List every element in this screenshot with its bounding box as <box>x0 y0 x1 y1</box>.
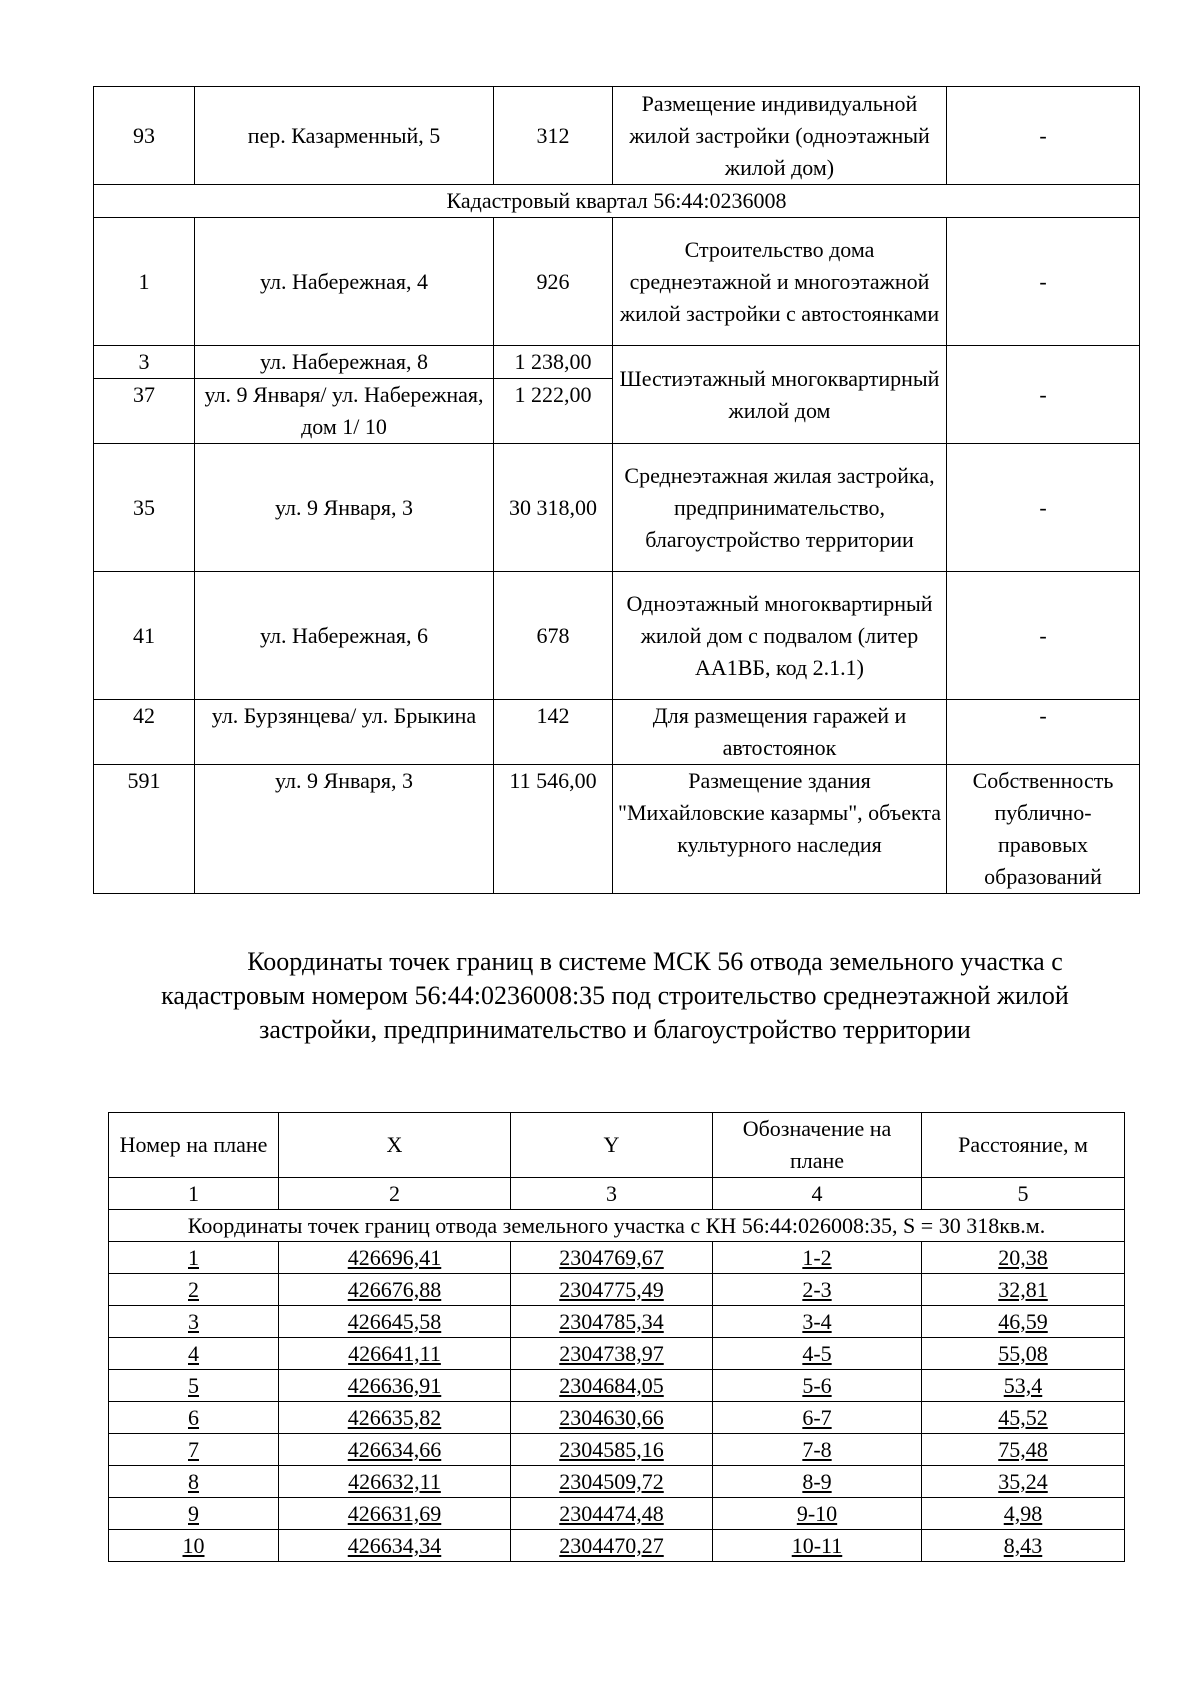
heading-line: Координаты точек границ в системе МСК 56 отвода земельного участка с <box>247 947 1063 976</box>
plot-use: Размещение индивидуальной жилой застройки (одноэтажный жилой дом) <box>613 87 947 185</box>
plot-use: Шестиэтажный многоквартирный жилой дом <box>613 346 947 444</box>
segment-label: 5-6 <box>713 1370 922 1402</box>
table-row <box>109 1338 1125 1370</box>
coordinate-y: 2304509,72 <box>511 1466 713 1498</box>
coordinate-y: 2304630,66 <box>511 1402 713 1434</box>
column-number-row <box>109 1178 1125 1210</box>
caption-row <box>109 1210 1125 1242</box>
coordinate-x: 426641,11 <box>279 1338 511 1370</box>
segment-label: 1-2 <box>713 1242 922 1274</box>
plot-rights: - <box>947 572 1140 700</box>
plot-area: 1 222,00 <box>494 379 613 444</box>
plot-address: ул. Набережная, 4 <box>195 218 494 346</box>
coordinate-y: 2304470,27 <box>511 1530 713 1562</box>
point-number: 10 <box>109 1530 279 1562</box>
plot-number: 41 <box>94 572 195 700</box>
plot-number: 37 <box>94 379 195 444</box>
segment-label: 2-3 <box>713 1274 922 1306</box>
point-number: 1 <box>109 1242 279 1274</box>
plot-address: ул. Набережная, 8 <box>195 346 494 379</box>
table-row <box>109 1466 1125 1498</box>
column-number: 5 <box>922 1178 1125 1210</box>
segment-distance: 55,08 <box>922 1338 1125 1370</box>
segment-distance: 46,59 <box>922 1306 1125 1338</box>
plot-rights: - <box>947 87 1140 185</box>
plot-number: 591 <box>94 765 195 894</box>
plot-rights: - <box>947 700 1140 765</box>
plot-use: Строительство дома среднеэтажной и многоэтажной жилой застройки с автостоянками <box>613 218 947 346</box>
plot-use: Среднеэтажная жилая застройка, предпринимательство, благоустройство территории <box>613 444 947 572</box>
column-number: 3 <box>511 1178 713 1210</box>
plot-address: пер. Казарменный, 5 <box>195 87 494 185</box>
heading-line: кадастровым номером 56:44:0236008:35 под строительство среднеэтажной жилой <box>161 981 1069 1010</box>
plot-rights: - <box>947 346 1140 444</box>
coordinate-x: 426635,82 <box>279 1402 511 1434</box>
table-row <box>109 1242 1125 1274</box>
point-number: 2 <box>109 1274 279 1306</box>
plot-area: 1 238,00 <box>494 346 613 379</box>
table-row <box>109 1402 1125 1434</box>
plot-address: ул. 9 Января, 3 <box>195 444 494 572</box>
plot-number: 93 <box>94 87 195 185</box>
plot-address: ул. 9 Января, 3 <box>195 765 494 894</box>
coordinate-x: 426636,91 <box>279 1370 511 1402</box>
coordinate-y: 2304785,34 <box>511 1306 713 1338</box>
segment-label: 3-4 <box>713 1306 922 1338</box>
coordinate-x: 426631,69 <box>279 1498 511 1530</box>
plot-number: 1 <box>94 218 195 346</box>
column-header: Обозначение на плане <box>713 1113 922 1178</box>
segment-distance: 53,4 <box>922 1370 1125 1402</box>
segment-distance: 20,38 <box>922 1242 1125 1274</box>
plot-area: 142 <box>494 700 613 765</box>
table-row <box>109 1274 1125 1306</box>
plot-area: 11 546,00 <box>494 765 613 894</box>
table-row <box>109 1530 1125 1562</box>
column-number: 2 <box>279 1178 511 1210</box>
segment-distance: 4,98 <box>922 1498 1125 1530</box>
plot-rights: - <box>947 218 1140 346</box>
coordinate-y: 2304775,49 <box>511 1274 713 1306</box>
coordinate-x: 426696,41 <box>279 1242 511 1274</box>
coordinate-x: 426632,11 <box>279 1466 511 1498</box>
section-row <box>94 185 1140 218</box>
coordinate-x: 426634,66 <box>279 1434 511 1466</box>
segment-distance: 8,43 <box>922 1530 1125 1562</box>
cadastral-quarter-heading: Кадастровый квартал 56:44:0236008 <box>94 185 1140 218</box>
plot-number: 35 <box>94 444 195 572</box>
plot-address: ул. Бурзянцева/ ул. Брыкина <box>195 700 494 765</box>
table-row <box>94 700 1140 765</box>
point-number: 5 <box>109 1370 279 1402</box>
table-row <box>94 218 1140 346</box>
table-row <box>94 87 1140 185</box>
table-row <box>109 1370 1125 1402</box>
table-row <box>94 346 1140 379</box>
plot-rights: - <box>947 444 1140 572</box>
plot-use: Размещение здания "Михайловские казармы", объекта культурного наследия <box>613 765 947 894</box>
point-number: 3 <box>109 1306 279 1338</box>
header-row <box>109 1113 1125 1178</box>
point-number: 4 <box>109 1338 279 1370</box>
plot-use: Для размещения гаражей и автостоянок <box>613 700 947 765</box>
column-header: X <box>279 1113 511 1178</box>
column-number: 1 <box>109 1178 279 1210</box>
table-row <box>109 1498 1125 1530</box>
point-number: 6 <box>109 1402 279 1434</box>
point-number: 7 <box>109 1434 279 1466</box>
plot-area: 30 318,00 <box>494 444 613 572</box>
coordinates-table <box>108 1112 1125 1562</box>
land-plots-table <box>93 86 1140 894</box>
point-number: 9 <box>109 1498 279 1530</box>
segment-label: 8-9 <box>713 1466 922 1498</box>
coordinate-x: 426676,88 <box>279 1274 511 1306</box>
plot-area: 312 <box>494 87 613 185</box>
point-number: 8 <box>109 1466 279 1498</box>
coordinate-y: 2304585,16 <box>511 1434 713 1466</box>
coordinate-y: 2304738,97 <box>511 1338 713 1370</box>
coordinates-heading <box>95 945 1135 1047</box>
plot-use: Одноэтажный многоквартирный жилой дом с подвалом (литер АА1ВБ, код 2.1.1) <box>613 572 947 700</box>
segment-label: 9-10 <box>713 1498 922 1530</box>
segment-label: 7-8 <box>713 1434 922 1466</box>
plot-address: ул. Набережная, 6 <box>195 572 494 700</box>
segment-label: 6-7 <box>713 1402 922 1434</box>
table-caption: Координаты точек границ отвода земельного участка с КН 56:44:026008:35, S = 30 318кв.м. <box>109 1210 1125 1242</box>
segment-distance: 35,24 <box>922 1466 1125 1498</box>
plot-area: 926 <box>494 218 613 346</box>
table-row <box>94 572 1140 700</box>
column-header: Y <box>511 1113 713 1178</box>
column-number: 4 <box>713 1178 922 1210</box>
segment-label: 4-5 <box>713 1338 922 1370</box>
column-header: Расстояние, м <box>922 1113 1125 1178</box>
plot-rights: Собственность публично-правовых образований <box>947 765 1140 894</box>
table-row <box>94 444 1140 572</box>
table-row <box>94 765 1140 894</box>
coordinate-x: 426645,58 <box>279 1306 511 1338</box>
segment-distance: 75,48 <box>922 1434 1125 1466</box>
plot-number: 3 <box>94 346 195 379</box>
coordinate-y: 2304684,05 <box>511 1370 713 1402</box>
segment-distance: 32,81 <box>922 1274 1125 1306</box>
table-row <box>109 1434 1125 1466</box>
plot-area: 678 <box>494 572 613 700</box>
table-row <box>109 1306 1125 1338</box>
plot-address: ул. 9 Января/ ул. Набережная, дом 1/ 10 <box>195 379 494 444</box>
segment-label: 10-11 <box>713 1530 922 1562</box>
segment-distance: 45,52 <box>922 1402 1125 1434</box>
heading-line: застройки, предпринимательство и благоустройство территории <box>259 1015 971 1044</box>
plot-number: 42 <box>94 700 195 765</box>
column-header: Номер на плане <box>109 1113 279 1178</box>
coordinate-x: 426634,34 <box>279 1530 511 1562</box>
coordinate-y: 2304474,48 <box>511 1498 713 1530</box>
coordinate-y: 2304769,67 <box>511 1242 713 1274</box>
